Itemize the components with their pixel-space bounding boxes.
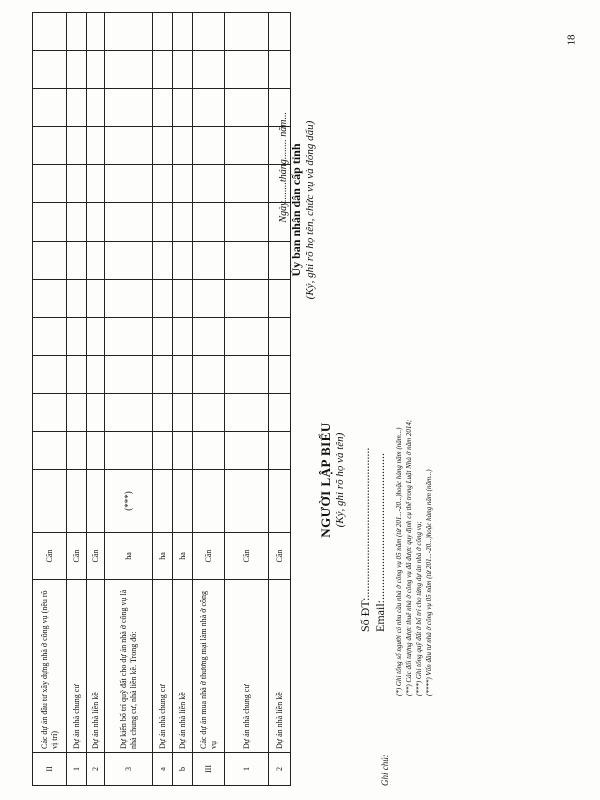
row-number-cell: 3: [105, 753, 153, 786]
value-cell: [87, 431, 105, 469]
value-cell: [105, 13, 153, 51]
value-cell: [173, 203, 193, 241]
preparer-signature-block: [318, 370, 346, 590]
row-number-cell: II: [33, 753, 67, 786]
email-line: Email:.................................................: [373, 453, 387, 632]
row-number-cell: III: [193, 753, 225, 786]
value-cell: [193, 13, 225, 51]
value-cell: [33, 431, 67, 469]
value-cell: [269, 393, 291, 431]
note-item: (****) Vốn đầu tư nhà ở công vụ 05 năm (từ 201...-20...)hoặc hàng năm (năm...): [425, 469, 434, 696]
row-number-cell: a: [153, 753, 173, 786]
value-cell: [225, 165, 269, 203]
row-unit-cell: Căn: [67, 533, 87, 580]
value-cell: [173, 89, 193, 127]
page-number: 18: [565, 34, 578, 46]
value-cell: [105, 393, 153, 431]
value-cell: [87, 203, 105, 241]
value-cell: [225, 431, 269, 469]
row-note-cell: [33, 470, 67, 533]
value-cell: [87, 317, 105, 355]
value-cell: [67, 393, 87, 431]
value-cell: [269, 13, 291, 51]
value-cell: [193, 203, 225, 241]
value-cell: [87, 89, 105, 127]
row-number-cell: b: [173, 753, 193, 786]
value-cell: [193, 165, 225, 203]
row-note-cell: [153, 470, 173, 533]
value-cell: [67, 13, 87, 51]
value-cell: [33, 279, 67, 317]
value-cell: [105, 165, 153, 203]
housing-plan-table: [32, 12, 291, 786]
value-cell: [153, 431, 173, 469]
note-item: (*) Ghi tổng số người có nhu cầu nhà ở công vụ 05 năm (từ 201...-20...)hoặc hàng năm (năm...): [395, 427, 403, 696]
value-cell: [173, 279, 193, 317]
value-cell: [193, 89, 225, 127]
row-name-cell: Dự án nhà chung cư: [153, 580, 173, 753]
note-item: (***) Ghi tổng quỹ đất ở bố trí cho từng dự án nhà ở công vụ;: [415, 521, 424, 696]
value-cell: [87, 127, 105, 165]
row-unit-cell: Căn: [225, 533, 269, 580]
value-cell: [193, 355, 225, 393]
note-item: (**) Các đối tượng được thuê nhà ở công vụ đã được quy định cụ thể trong Luật Nhà ở năm 2014;: [405, 419, 414, 696]
value-cell: [225, 317, 269, 355]
notes-label: Ghi chú:: [380, 754, 390, 786]
value-cell: [87, 279, 105, 317]
value-cell: [173, 127, 193, 165]
value-cell: [33, 51, 67, 89]
value-cell: [225, 279, 269, 317]
value-cell: [33, 241, 67, 279]
row-name-cell: Dự án nhà chung cư: [225, 580, 269, 753]
value-cell: [153, 165, 173, 203]
value-cell: [67, 317, 87, 355]
value-cell: [33, 13, 67, 51]
value-cell: [67, 431, 87, 469]
value-cell: [87, 13, 105, 51]
value-cell: [105, 51, 153, 89]
value-cell: [225, 13, 269, 51]
row-name-cell: Các dự án mua nhà ở thương mại làm nhà ở công vụ: [193, 580, 225, 753]
value-cell: [173, 317, 193, 355]
value-cell: [105, 127, 153, 165]
value-cell: [225, 355, 269, 393]
row-unit-cell: Căn: [33, 533, 67, 580]
value-cell: [153, 51, 173, 89]
value-cell: [225, 203, 269, 241]
value-cell: [193, 51, 225, 89]
value-cell: [87, 241, 105, 279]
row-note-cell: (***): [105, 470, 153, 533]
value-cell: [153, 127, 173, 165]
table-row: [33, 13, 67, 786]
value-cell: [193, 279, 225, 317]
value-cell: [153, 355, 173, 393]
value-cell: [173, 431, 193, 469]
value-cell: [153, 89, 173, 127]
row-note-cell: [87, 470, 105, 533]
phone-line: Số ĐT:..................................................: [358, 447, 372, 632]
row-name-cell: Dự án nhà liền kề: [173, 580, 193, 753]
preparer-subtitle: (Ký, ghi rõ họ và tên): [334, 432, 346, 528]
row-note-cell: [225, 470, 269, 533]
value-cell: [105, 203, 153, 241]
row-number-cell: 1: [225, 753, 269, 786]
row-note-cell: [193, 470, 225, 533]
row-number-cell: 2: [269, 753, 291, 786]
value-cell: [105, 431, 153, 469]
value-cell: [225, 241, 269, 279]
value-cell: [153, 13, 173, 51]
row-unit-cell: ha: [173, 533, 193, 580]
value-cell: [33, 317, 67, 355]
value-cell: [153, 393, 173, 431]
table-row: [67, 13, 87, 786]
value-cell: [33, 393, 67, 431]
value-cell: [33, 89, 67, 127]
row-name-cell: Dự án nhà liền kề: [87, 580, 105, 753]
row-name-cell: Dự án nhà liền kề: [269, 580, 291, 753]
value-cell: [193, 241, 225, 279]
value-cell: [153, 279, 173, 317]
row-unit-cell: ha: [153, 533, 173, 580]
value-cell: [105, 279, 153, 317]
value-cell: [87, 393, 105, 431]
table-row: [193, 13, 225, 786]
value-cell: [67, 241, 87, 279]
authority-subtitle: (Ký, ghi rõ họ tên, chức vụ và đóng dấu): [304, 120, 316, 300]
row-note-cell: [269, 470, 291, 533]
value-cell: [173, 355, 193, 393]
value-cell: [153, 203, 173, 241]
value-cell: [193, 127, 225, 165]
value-cell: [105, 241, 153, 279]
row-note-cell: [173, 470, 193, 533]
value-cell: [33, 127, 67, 165]
value-cell: [193, 431, 225, 469]
value-cell: [67, 127, 87, 165]
preparer-title: NGƯỜI LẬP BIỂU: [318, 422, 333, 538]
row-number-cell: 2: [87, 753, 105, 786]
value-cell: [105, 89, 153, 127]
row-unit-cell: Căn: [193, 533, 225, 580]
value-cell: [173, 13, 193, 51]
value-cell: [225, 89, 269, 127]
notes-list: [394, 420, 435, 696]
date-line: Ngày........tháng........ năm...: [278, 112, 289, 223]
value-cell: [87, 51, 105, 89]
value-cell: [67, 89, 87, 127]
value-cell: [173, 51, 193, 89]
authority-signature-block: [278, 50, 316, 370]
row-unit-cell: Căn: [87, 533, 105, 580]
value-cell: [193, 393, 225, 431]
row-note-cell: [67, 470, 87, 533]
value-cell: [173, 393, 193, 431]
table-row: [225, 13, 269, 786]
table-row: [153, 13, 173, 786]
row-unit-cell: Căn: [269, 533, 291, 580]
row-name-cell: Dự án nhà chung cư: [67, 580, 87, 753]
value-cell: [105, 317, 153, 355]
value-cell: [67, 203, 87, 241]
value-cell: [33, 203, 67, 241]
value-cell: [67, 355, 87, 393]
row-number-cell: 1: [67, 753, 87, 786]
value-cell: [193, 317, 225, 355]
value-cell: [153, 317, 173, 355]
value-cell: [173, 241, 193, 279]
preparer-contact: [358, 448, 388, 632]
row-unit-cell: ha: [105, 533, 153, 580]
row-name-cell: Dự kiến bố trí quỹ đất cho dự án nhà ở công vụ là nhà chung cư, nhà liền kề. Trong đó:: [105, 580, 153, 753]
value-cell: [269, 431, 291, 469]
row-name-cell: Các dự án đầu tư xây dựng nhà ở công vụ (nêu rõ vị trí): [33, 580, 67, 753]
authority-name: Ủy ban nhân dân cấp tỉnh: [289, 143, 303, 277]
table-row: [105, 13, 153, 786]
value-cell: [173, 165, 193, 203]
value-cell: [153, 241, 173, 279]
value-cell: [87, 355, 105, 393]
value-cell: [67, 279, 87, 317]
value-cell: [67, 165, 87, 203]
value-cell: [105, 355, 153, 393]
value-cell: [33, 355, 67, 393]
value-cell: [33, 165, 67, 203]
value-cell: [225, 51, 269, 89]
table-row: [173, 13, 193, 786]
value-cell: [67, 51, 87, 89]
value-cell: [225, 127, 269, 165]
value-cell: [225, 393, 269, 431]
value-cell: [87, 165, 105, 203]
table-row: [87, 13, 105, 786]
